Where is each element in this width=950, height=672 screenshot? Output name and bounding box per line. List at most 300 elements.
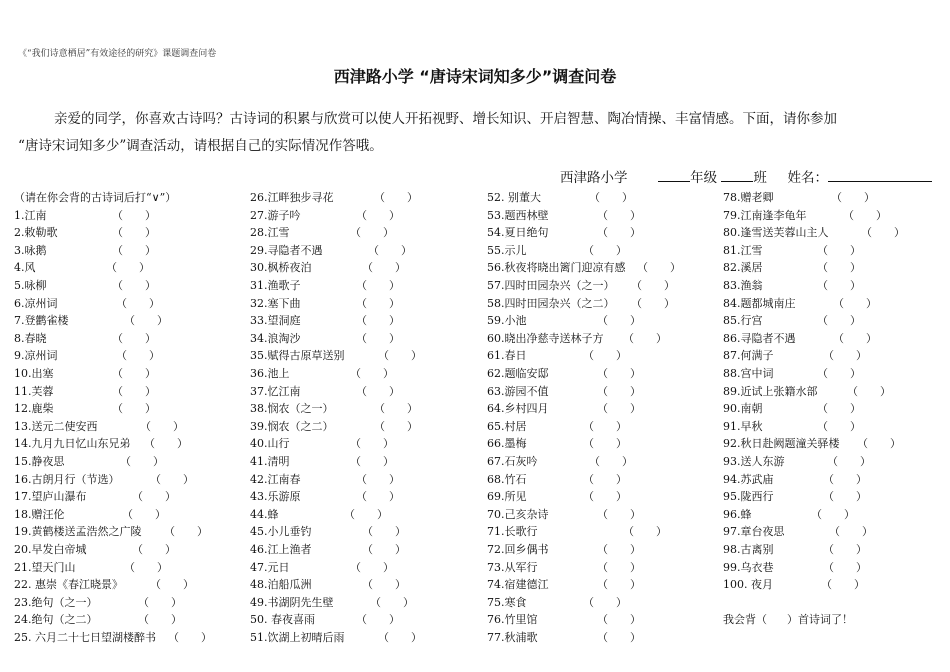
poem-item: [487, 400, 641, 418]
poem-item: [723, 418, 861, 436]
poem-title: 29.寻隐者不遇: [250, 243, 323, 257]
poem-title: 41.清明: [250, 455, 290, 468]
poem-item: [723, 523, 873, 541]
poem-title: 28.江雪: [250, 226, 290, 240]
name-label: 姓名：: [787, 170, 828, 186]
checkmark-blank[interactable]: （ ）: [583, 243, 627, 257]
poem-title: 85.行宫: [723, 314, 763, 328]
poem-title: 79.江南逢李龟年: [723, 208, 807, 222]
checkmark-blank[interactable]: （ ）: [122, 507, 166, 521]
checkmark-blank[interactable]: （ ）: [817, 402, 861, 416]
poem-title: 19.黄鹤楼送孟浩然之广陵: [14, 525, 142, 539]
poem-item: [723, 259, 861, 277]
checkmark-blank[interactable]: （ ）: [132, 490, 176, 504]
checkmark-blank[interactable]: （ ）: [344, 507, 388, 521]
poem-title: 52. 别董大: [487, 191, 541, 204]
poem-item: [723, 488, 867, 506]
poem-title: 46.江上渔者: [250, 543, 312, 556]
grade-blank[interactable]: [658, 167, 690, 182]
poem-item: [14, 541, 176, 559]
checkmark-blank[interactable]: （ ）: [362, 525, 406, 539]
poem-item: [250, 629, 422, 647]
poem-item: [14, 259, 150, 277]
poem-title: 31.渔歌子: [250, 279, 301, 292]
poem-item: [14, 295, 160, 313]
poem-title: 96.蜂: [723, 507, 752, 521]
poem-item: [250, 471, 400, 489]
poem-title: 88.宫中词: [723, 367, 774, 380]
checkmark-blank[interactable]: （ ）: [623, 525, 667, 539]
poem-item: [487, 330, 667, 348]
poem-title: 54.夏日绝句: [487, 226, 549, 240]
poem-title: 78.赠老卿: [723, 191, 774, 204]
poem-item: [723, 383, 891, 401]
poem-item: [250, 576, 406, 594]
poem-item: [14, 418, 184, 436]
poem-item: [487, 347, 627, 365]
checkmark-blank[interactable]: （ ）: [356, 279, 400, 292]
class-blank[interactable]: [721, 167, 753, 182]
poem-item: [250, 418, 418, 436]
poem-item: [250, 435, 394, 453]
checkmark-blank[interactable]: （ ）: [112, 384, 156, 398]
poem-item: [487, 594, 627, 612]
poem-title: 35.赋得古原草送别: [250, 349, 345, 363]
checkmark-blank[interactable]: （ ）: [827, 455, 871, 468]
checkmark-blank[interactable]: （ ）: [597, 507, 641, 521]
poem-title: 48.泊船瓜洲: [250, 578, 312, 592]
poem-item: [14, 383, 156, 401]
poem-item: [250, 242, 412, 260]
poem-item: [723, 506, 855, 524]
poem-item: [250, 189, 418, 207]
checkmark-blank[interactable]: （ ）: [356, 296, 400, 310]
poem-item: [250, 330, 400, 348]
poem-title: 63.游园不值: [487, 384, 549, 398]
checkmark-blank[interactable]: （ ）: [583, 419, 627, 433]
checkmark-blank[interactable]: （ ）: [817, 419, 861, 433]
name-blank[interactable]: [828, 167, 932, 182]
poem-item: [250, 611, 400, 629]
poem-item: [723, 224, 905, 242]
poem-title: 76.竹里馆: [487, 613, 538, 627]
poem-item: [250, 259, 406, 277]
poem-item: [14, 488, 176, 506]
checkmark-blank[interactable]: （ ）: [140, 419, 184, 433]
poem-title: 51.饮湖上初晴后雨: [250, 631, 345, 644]
checkmark-blank[interactable]: （ ）: [350, 560, 394, 574]
student-info-line: [560, 166, 932, 186]
poem-title: 100. 夜月: [723, 578, 773, 592]
poem-title: 7.登鹳雀楼: [14, 314, 69, 328]
poem-title: 20.早发白帝城: [14, 543, 87, 556]
poem-item: [250, 523, 406, 541]
checkmark-blank[interactable]: （ ）: [356, 314, 400, 328]
checkmark-blank[interactable]: （ ）: [116, 349, 160, 363]
checkmark-blank[interactable]: （ ）: [106, 261, 150, 275]
poem-title: 57.四时田园杂兴（之一）: [487, 279, 615, 292]
checkmark-blank[interactable]: （ ）: [120, 455, 164, 468]
poem-title: 74.宿建德江: [487, 578, 549, 592]
poem-item: [14, 523, 208, 541]
poem-item: [14, 594, 182, 612]
checkmark-blank[interactable]: （ ）: [116, 296, 160, 310]
checkmark-blank[interactable]: （ ）: [597, 613, 641, 627]
checkmark-blank[interactable]: （ ）: [138, 595, 182, 609]
checkmark-blank[interactable]: （ ）: [370, 595, 414, 609]
checkmark-blank[interactable]: （ ）: [831, 191, 875, 204]
checkmark-blank[interactable]: （ ）: [150, 472, 194, 486]
checkmark-blank[interactable]: （ ）: [823, 560, 867, 574]
poem-title: 75.寒食: [487, 595, 527, 609]
poem-title: 98.古离别: [723, 543, 774, 556]
recited-count-suffix: ）首诗词了！: [787, 613, 853, 627]
checkmark-blank[interactable]: （ ）: [597, 208, 641, 222]
poem-item: [723, 295, 877, 313]
checkmark-blank[interactable]: （ ）: [829, 525, 873, 539]
poem-title: 91.早秋: [723, 419, 763, 433]
poem-item: [14, 453, 164, 471]
poem-title: 67.石灰吟: [487, 455, 538, 468]
checkmark-blank[interactable]: （ ）: [350, 226, 394, 240]
poem-title: 87.何满子: [723, 349, 774, 363]
poem-item: [487, 559, 641, 577]
checkmark-blank[interactable]: （ ）: [132, 543, 176, 556]
checkmark-blank[interactable]: （ ）: [843, 208, 887, 222]
poem-item: [487, 277, 675, 295]
poem-item: [723, 576, 865, 594]
checkmark-blank[interactable]: （ ）: [350, 367, 394, 380]
poem-item: [487, 471, 627, 489]
poem-title: 92.秋日赴阙题潼关驿楼: [723, 437, 840, 451]
checkmark-blank[interactable]: （ ）: [583, 595, 627, 609]
poem-title: 12.鹿柴: [14, 402, 54, 416]
poem-item: [487, 242, 627, 260]
checkmark-blank[interactable]: （ ）: [597, 226, 641, 240]
poem-item: [487, 312, 641, 330]
poem-title: 77.秋浦歌: [487, 631, 538, 644]
poem-title: 43.乐游原: [250, 490, 301, 504]
poem-item: [487, 629, 641, 647]
checkmark-blank[interactable]: （ ）: [597, 578, 641, 592]
poem-item: [723, 559, 867, 577]
checkmark-blank[interactable]: （ ）: [150, 578, 194, 592]
poem-title: 64.乡村四月: [487, 402, 549, 416]
checkmark-blank[interactable]: （ ）: [817, 367, 861, 380]
checkmark-blank[interactable]: （ ）: [356, 490, 400, 504]
poem-title: 30.枫桥夜泊: [250, 261, 312, 275]
poem-title: 36.池上: [250, 367, 290, 380]
checkmark-blank[interactable]: （ ）: [350, 437, 394, 451]
poem-title: 3.咏鹅: [14, 243, 47, 257]
poem-title: 25. 六月二十七日望湖楼醉书: [14, 631, 156, 644]
checkmark-blank[interactable]: （ ）: [356, 613, 400, 627]
poem-title: 14.九月九日忆山东兄弟: [14, 437, 131, 451]
poem-title: 62.题临安邸: [487, 367, 549, 380]
checkmark-blank[interactable]: （ ）: [164, 525, 208, 539]
poem-item: [250, 453, 394, 471]
checkmark-blank[interactable]: （ ）: [597, 384, 641, 398]
poem-item: [14, 207, 156, 225]
recited-count-prefix: 我会背（: [723, 613, 767, 627]
poem-item: [250, 506, 388, 524]
poem-title: 83.渔翁: [723, 279, 763, 292]
checkmark-blank[interactable]: （ ）: [583, 437, 627, 451]
checkmark-blank[interactable]: （ ）: [583, 349, 627, 363]
poem-title: 23.绝句（之一）: [14, 595, 98, 609]
poem-title: 80.逢雪送芙蓉山主人: [723, 226, 829, 240]
poem-item: [487, 383, 641, 401]
poem-title: 60.晓出净慈寺送林子方: [487, 331, 604, 345]
poem-title: 55.示儿: [487, 243, 527, 257]
poem-title: 10.出塞: [14, 367, 54, 380]
poem-title: 61.春日: [487, 349, 527, 363]
checkmark-blank[interactable]: （ ）: [637, 261, 681, 275]
poem-item: [14, 611, 182, 629]
poem-item: [14, 471, 194, 489]
poem-title: 89.近试上张籍水部: [723, 384, 818, 398]
checkmark-blank[interactable]: （ ）: [378, 349, 422, 363]
poem-title: 70.己亥杂诗: [487, 507, 549, 521]
poem-title: 82.溪居: [723, 261, 763, 275]
checkmark-blank[interactable]: （ ）: [378, 631, 422, 644]
checkmark-blank[interactable]: （ ）: [112, 367, 156, 380]
poem-title: 93.送人东游: [723, 455, 785, 468]
poem-item: [723, 435, 901, 453]
checkmark-blank[interactable]: （ ）: [112, 243, 156, 257]
poem-title: （请在你会背的古诗词后打“∨”）: [14, 191, 177, 204]
poem-item: [723, 189, 875, 207]
poem-title: 42.江南春: [250, 472, 301, 486]
poem-item: [250, 277, 400, 295]
checkmark-blank[interactable]: （ ）: [356, 472, 400, 486]
poem-title: 1.江南: [14, 208, 47, 222]
checkmark-blank[interactable]: （ ）: [823, 543, 867, 556]
checkmark-blank[interactable]: （ ）: [631, 279, 675, 292]
poem-title: 37.忆江南: [250, 384, 301, 398]
poem-item: [487, 189, 633, 207]
checkmark-blank[interactable]: （ ）: [833, 296, 877, 310]
poem-title: 8.春晓: [14, 331, 47, 345]
poem-item: [723, 207, 887, 225]
poem-title: 53.题西林壁: [487, 208, 549, 222]
poem-title: 86.寻隐者不遇: [723, 331, 796, 345]
checkmark-blank[interactable]: （ ）: [589, 455, 633, 468]
poem-item: [250, 295, 400, 313]
poem-item: [487, 418, 627, 436]
checkmark-blank[interactable]: （ ）: [817, 314, 861, 328]
poem-item: [487, 541, 641, 559]
poem-item: [487, 295, 675, 313]
poem-item: [14, 576, 194, 594]
poem-title: 44.蜂: [250, 507, 279, 521]
intro-line-1: 亲爱的同学，你喜欢古诗吗？古诗词的积累与欣赏可以使人开拓视野、增长知识、开启智慧、陶冶情操、丰富情感。下面，请你参加: [54, 111, 837, 127]
poem-title: 90.南朝: [723, 402, 763, 416]
poem-item: [723, 453, 871, 471]
poem-item: [723, 471, 867, 489]
checkmark-blank[interactable]: （ ）: [583, 472, 627, 486]
poem-title: 56.秋夜将晓出篱门迎凉有感: [487, 261, 626, 275]
checkmark-blank[interactable]: （ ）: [823, 490, 867, 504]
poem-item: [14, 365, 156, 383]
poem-item: [723, 365, 861, 383]
checkmark-blank[interactable]: （ ）: [356, 384, 400, 398]
poem-title: 38.悯农（之一）: [250, 402, 334, 416]
poem-item: [723, 312, 861, 330]
poem-title: 50. 春夜喜雨: [250, 613, 315, 627]
poem-item: [250, 224, 394, 242]
poem-title: 47.元日: [250, 560, 290, 574]
poem-item: [250, 347, 422, 365]
poem-title: 15.静夜思: [14, 455, 65, 468]
checkmark-blank[interactable]: （ ）: [847, 384, 891, 398]
poem-title: 94.苏武庙: [723, 472, 774, 486]
poem-title: 13.送元二使安西: [14, 419, 98, 433]
checkmark-blank[interactable]: （ ）: [368, 243, 412, 257]
poem-item: [487, 488, 627, 506]
poem-item: [487, 259, 681, 277]
poem-title: 18.赠汪伦: [14, 507, 65, 521]
poem-item: [250, 400, 418, 418]
checkmark-blank[interactable]: （ ）: [583, 490, 627, 504]
poem-title: 2.敕勒歌: [14, 226, 58, 240]
poem-item: [723, 277, 861, 295]
poem-item: [723, 330, 877, 348]
checkmark-blank[interactable]: （ ）: [817, 279, 861, 292]
checkmark-blank[interactable]: （ ）: [597, 402, 641, 416]
checkmark-blank[interactable]: （ ）: [817, 243, 861, 257]
poem-item: [250, 312, 400, 330]
poem-title: 69.所见: [487, 490, 527, 504]
checkmark-blank[interactable]: （ ）: [362, 578, 406, 592]
poem-title: 45.小儿垂钓: [250, 525, 312, 539]
poem-item: [487, 453, 633, 471]
poem-item: [487, 506, 641, 524]
checkmark-blank[interactable]: （ ）: [811, 507, 855, 521]
checkmark-blank[interactable]: （ ）: [138, 613, 182, 627]
checkmark-blank[interactable]: （ ）: [597, 560, 641, 574]
checkmark-blank[interactable]: （ ）: [589, 191, 633, 204]
poem-item: [487, 576, 641, 594]
page-title: 西津路小学 “唐诗宋词知多少”调查问卷: [333, 67, 617, 86]
checkmark-blank[interactable]: （ ）: [168, 631, 212, 644]
checkmark-blank[interactable]: （ ）: [823, 349, 867, 363]
checkmark-blank[interactable]: （ ）: [857, 437, 901, 451]
poem-title: 4.风: [14, 261, 36, 275]
poem-item: [723, 541, 867, 559]
checkmark-blank[interactable]: （ ）: [374, 402, 418, 416]
checkmark-blank[interactable]: （ ）: [631, 296, 675, 310]
poem-title: 21.望天门山: [14, 560, 76, 574]
poem-title: 34.浪淘沙: [250, 331, 301, 345]
checkmark-blank[interactable]: （ ）: [821, 578, 865, 592]
checkmark-blank[interactable]: （ ）: [124, 560, 168, 574]
poem-item: [487, 611, 641, 629]
poem-title: 73.从军行: [487, 560, 538, 574]
poem-item: [14, 330, 156, 348]
checkmark-blank[interactable]: （ ）: [356, 208, 400, 222]
checkmark-blank[interactable]: （ ）: [817, 261, 861, 275]
intro-paragraph: [18, 106, 938, 160]
checkmark-blank[interactable]: （ ）: [112, 226, 156, 240]
poem-title: 16.古朗月行（节选）: [14, 472, 120, 486]
intro-line-2: “唐诗宋词知多少”调查活动，请根据自己的实际情况作答哦。: [18, 138, 383, 154]
poem-item: [487, 523, 667, 541]
poem-item: [723, 242, 861, 260]
poem-title: 97.章台夜思: [723, 525, 785, 539]
checkmark-blank[interactable]: （ ）: [144, 437, 188, 451]
checkmark-blank[interactable]: （ ）: [374, 191, 418, 204]
class-label: 班: [753, 170, 767, 186]
poem-item: [250, 594, 414, 612]
checkmark-blank[interactable]: （ ）: [833, 331, 877, 345]
checkmark-blank[interactable]: （ ）: [362, 543, 406, 556]
poem-title: 22. 惠崇《春江晓景》: [14, 578, 123, 592]
poem-title: 26.江畔独步寻花: [250, 191, 334, 204]
checkmark-blank[interactable]: （ ）: [597, 543, 641, 556]
poem-item: [14, 435, 188, 453]
poem-title: 58.四时田园杂兴（之二）: [487, 296, 615, 310]
poem-item: [14, 400, 156, 418]
poem-item: [723, 347, 867, 365]
poem-item: [14, 224, 156, 242]
checkmark-blank[interactable]: （ ）: [112, 279, 156, 292]
poem-item: [250, 365, 394, 383]
poem-title: 27.游子吟: [250, 208, 301, 222]
poem-item: [14, 277, 156, 295]
checkmark-blank[interactable]: （ ）: [823, 472, 867, 486]
poem-item: [250, 541, 406, 559]
checkmark-blank[interactable]: （ ）: [597, 314, 641, 328]
poem-title: 9.凉州词: [14, 349, 58, 363]
poem-item: [14, 242, 156, 260]
poem-title: 81.江雪: [723, 243, 763, 257]
poem-title: 11.芙蓉: [14, 384, 54, 398]
checkmark-blank[interactable]: （ ）: [597, 631, 641, 644]
checkmark-blank[interactable]: （ ）: [350, 455, 394, 468]
poem-item: [14, 189, 176, 207]
checkmark-blank[interactable]: （ ）: [362, 261, 406, 275]
checkmark-blank[interactable]: （ ）: [356, 331, 400, 345]
poem-item: [487, 224, 641, 242]
poem-title: 40.山行: [250, 437, 290, 451]
poem-title: 71.长歌行: [487, 525, 538, 539]
poem-title: 72.回乡偶书: [487, 543, 549, 556]
poem-title: 32.塞下曲: [250, 296, 301, 310]
poem-title: 24.绝句（之二）: [14, 613, 98, 627]
poem-item: [250, 559, 394, 577]
poem-title: 66.墨梅: [487, 437, 527, 451]
poem-item: [723, 400, 861, 418]
checkmark-blank[interactable]: （ ）: [623, 331, 667, 345]
checkmark-blank[interactable]: （ ）: [124, 314, 168, 328]
checkmark-blank[interactable]: （ ）: [112, 402, 156, 416]
poem-title: 68.竹石: [487, 472, 527, 486]
poem-item: [14, 506, 166, 524]
poem-item: [14, 629, 212, 647]
poem-item: [487, 365, 641, 383]
checkmark-blank[interactable]: （ ）: [112, 208, 156, 222]
checkmark-blank[interactable]: （ ）: [597, 367, 641, 380]
checkmark-blank[interactable]: （ ）: [374, 419, 418, 433]
poem-title: 49.书湖阴先生壁: [250, 595, 334, 609]
poem-item: [14, 559, 168, 577]
poem-title: 99.乌衣巷: [723, 560, 774, 574]
checkmark-blank[interactable]: （ ）: [112, 331, 156, 345]
checkmark-blank[interactable]: （ ）: [861, 226, 905, 240]
poem-title: 6.凉州词: [14, 296, 58, 310]
poem-title: 95.陇西行: [723, 490, 774, 504]
